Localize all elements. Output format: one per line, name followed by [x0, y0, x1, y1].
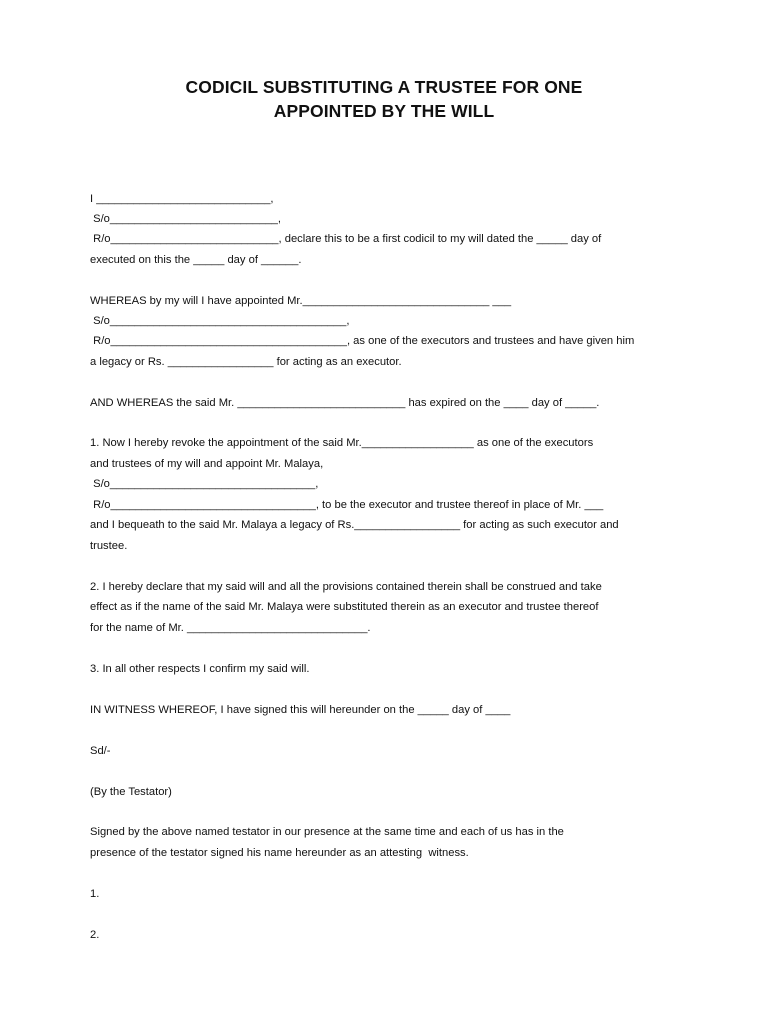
execution-date-line: executed on this the _____ day of ______.: [90, 254, 302, 266]
appointee-residence-line: R/o______________________________________, as one of the executors and trustees and have given him: [90, 335, 635, 347]
bequeath-line-end: trustee.: [90, 540, 128, 552]
new-trustee-residence-line: R/o_________________________________, to be the executor and trustee thereof in place of Mr. ___: [90, 499, 604, 511]
clause-2-line-1: 2. I hereby declare that my said will and all the provisions contained therein shall be construed and take: [90, 581, 602, 593]
appointee-son-of-line: S/o______________________________________,: [90, 315, 350, 327]
document-title-line-2: APPOINTED BY THE WILL: [273, 101, 495, 121]
witness-whereof-line: IN WITNESS WHEREOF, I have signed this will hereunder on the _____ day of ____: [90, 704, 511, 716]
clause-1-line-1: 1. Now I hereby revoke the appointment of the said Mr.__________________ as one of the executors: [90, 437, 594, 449]
signature-mark: Sd/-: [90, 745, 111, 757]
new-trustee-son-of-line: S/o_________________________________,: [90, 478, 319, 490]
attestation-line-2: presence of the testator signed his name hereunder as an attesting witness.: [90, 847, 469, 859]
attestation-line-1: Signed by the above named testator in our presence at the same time and each of us has in the: [90, 826, 564, 838]
whereas-appointed-line: WHEREAS by my will I have appointed Mr.______________________________ ___: [90, 295, 512, 307]
clause-1-line-2: and trustees of my will and appoint Mr. Malaya,: [90, 458, 324, 470]
clause-2-line-2: effect as if the name of the said Mr. Malaya were substituted therein as an executor and trustee thereof: [90, 601, 599, 613]
document-title-line-1: CODICIL SUBSTITUTING A TRUSTEE FOR ONE: [185, 77, 583, 97]
bequeath-line: and I bequeath to the said Mr. Malaya a legacy of Rs._________________ for acting as such executor and: [90, 519, 619, 531]
testator-name-line: I ____________________________,: [90, 193, 274, 205]
witness-1-line: 1.: [90, 888, 100, 900]
witness-2-line: 2.: [90, 929, 100, 941]
clause-3-line: 3. In all other respects I confirm my said will.: [90, 663, 310, 675]
by-testator-line: (By the Testator): [90, 786, 172, 798]
testator-residence-line: R/o___________________________, declare this to be a first codicil to my will dated the _____ day of: [90, 233, 602, 245]
clause-2-line-3: for the name of Mr. _____________________________.: [90, 622, 371, 634]
legacy-line: a legacy or Rs. _________________ for acting as an executor.: [90, 356, 402, 368]
testator-son-of-line: S/o___________________________,: [90, 213, 282, 225]
whereas-expired-line: AND WHEREAS the said Mr. ___________________________ has expired on the ____ day of _____.: [90, 397, 600, 409]
